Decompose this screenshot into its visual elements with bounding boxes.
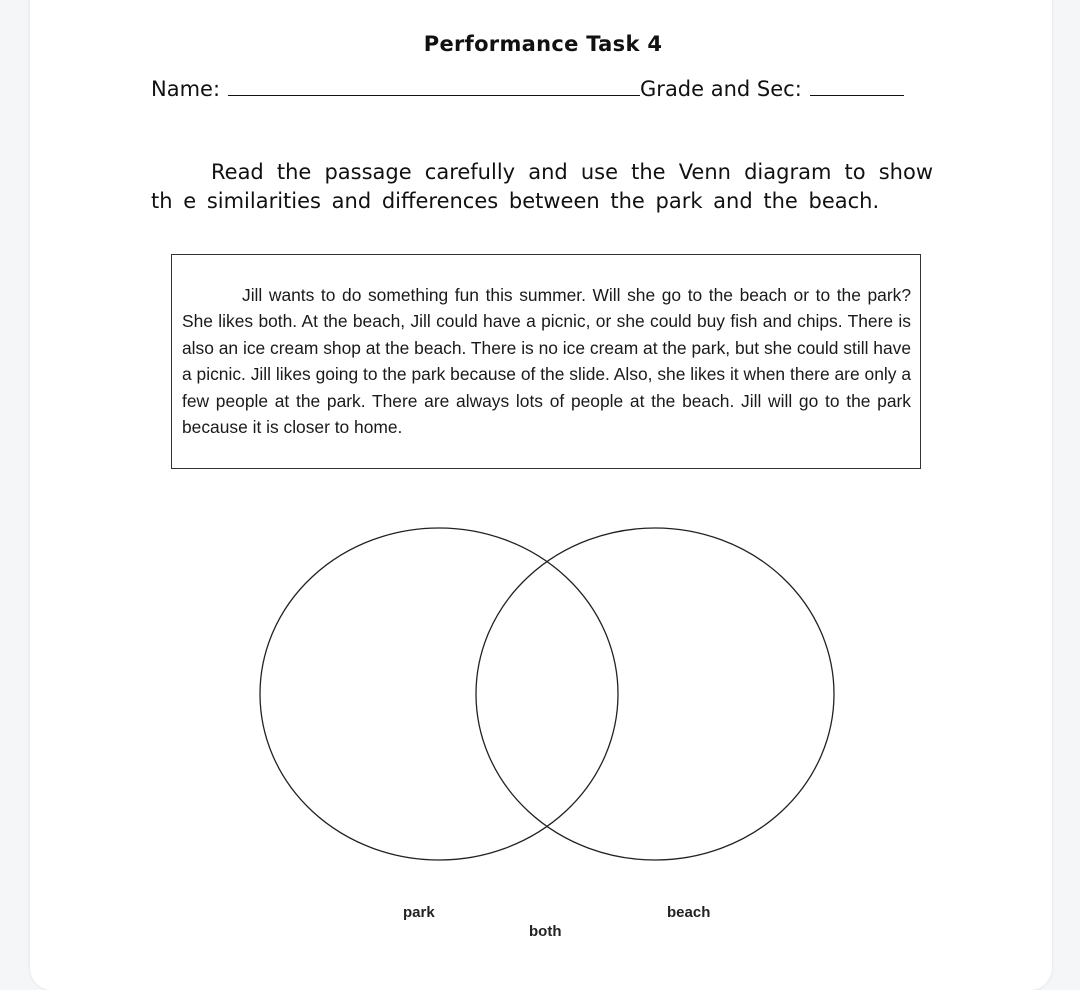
venn-right-circle[interactable] bbox=[476, 528, 834, 860]
name-label: Name: bbox=[151, 77, 221, 101]
page-title: Performance Task 4 bbox=[423, 32, 663, 56]
venn-center-label: both bbox=[529, 923, 562, 940]
venn-right-label: beach bbox=[667, 904, 711, 921]
instructions-paragraph: Read the passage carefully and use the Venn diagram to show th e similarities and differences between the park and the beach. bbox=[151, 160, 933, 213]
grade-label: Grade and Sec: bbox=[640, 77, 802, 101]
venn-left-label: park bbox=[403, 904, 435, 921]
venn-left-circle[interactable] bbox=[260, 528, 618, 860]
passage-text: Jill wants to do something fun this summer. Will she go to the beach or to the park? She likes both. At the beach, Jill could have a picnic, or she could buy fish and chips. There is also an ice cream shop at the beach. There is no ice cream at the park, but she could still have a picnic. Jill likes going to the park because of the slide. Also, she likes it when there are only a few people at the park. There are always lots of people at the beach. Jill will go to the park because it is closer to home. bbox=[182, 285, 911, 438]
